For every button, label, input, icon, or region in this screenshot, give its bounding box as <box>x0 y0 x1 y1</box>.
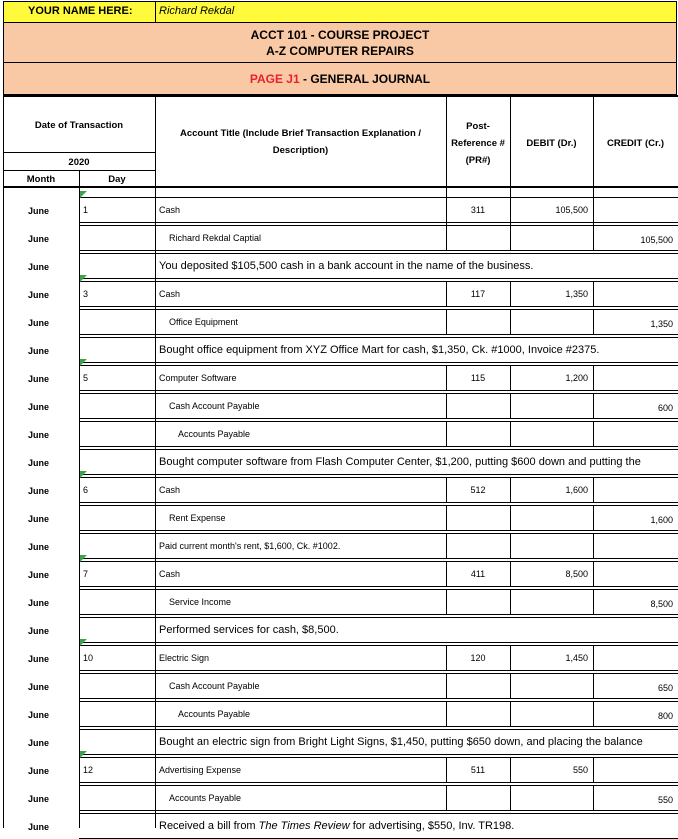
row-bottom-rule <box>79 726 678 727</box>
row-top-rule <box>79 589 678 590</box>
comment-marker <box>80 471 87 478</box>
account-title-cell[interactable]: Service Income <box>169 597 232 607</box>
month-header: Month <box>26 174 56 185</box>
page-title <box>3 72 677 86</box>
row-div-debit <box>510 505 511 530</box>
account-title-cell[interactable]: Paid current month's rent, $1,600, Ck. #1002. <box>159 541 341 551</box>
row-div-pr <box>446 225 447 250</box>
row-div-pr <box>446 393 447 418</box>
comment-marker <box>80 639 87 646</box>
row-bottom-rule <box>79 782 678 783</box>
month-cell[interactable]: June <box>28 822 50 832</box>
debit-header: DEBIT (Dr.) <box>526 138 577 149</box>
row-top-rule <box>79 309 678 310</box>
account-title-cell[interactable]: Cash Account Payable <box>169 401 260 411</box>
row-div-credit <box>593 533 594 558</box>
row-top-rule <box>79 225 678 226</box>
comment-marker <box>80 751 87 758</box>
account-title-cell[interactable]: Accounts Payable <box>169 793 242 803</box>
row-top-rule <box>79 701 678 702</box>
row-div-pr <box>446 701 447 726</box>
day-header: Day <box>108 174 126 185</box>
row-top-rule <box>79 449 678 450</box>
row-top-rule <box>79 729 678 730</box>
account-title-cell[interactable]: Electric Sign <box>159 653 210 663</box>
credit-header: CREDIT (Cr.) <box>607 138 664 149</box>
row-div-credit <box>593 365 594 390</box>
pr-cell[interactable]: 115 <box>470 373 486 383</box>
month-cell[interactable]: June <box>28 458 50 468</box>
month-cell[interactable]: June <box>28 738 50 748</box>
date-header-rule <box>3 152 155 153</box>
row-bottom-rule <box>79 558 678 559</box>
row-div-debit <box>510 309 511 334</box>
month-cell[interactable]: June <box>28 542 50 552</box>
day-cell[interactable]: 5 <box>83 373 89 383</box>
account-title-cell[interactable]: Accounts Payable <box>178 429 251 439</box>
pr-header-line3: (PR#) <box>465 155 491 166</box>
row-div-debit <box>510 673 511 698</box>
pr-cell[interactable]: 511 <box>470 765 486 775</box>
name-value[interactable]: Richard Rekdal <box>159 5 235 17</box>
row-div-debit <box>510 421 511 446</box>
row-div-pr <box>446 589 447 614</box>
day-cell[interactable]: 6 <box>83 485 89 495</box>
account-title-cell[interactable]: Cash <box>159 569 181 579</box>
debit-cell[interactable]: 550 <box>572 765 588 775</box>
day-cell[interactable]: 12 <box>83 765 94 775</box>
row-div-debit <box>510 785 511 810</box>
account-title-cell[interactable]: Cash <box>159 205 181 215</box>
credit-cell[interactable]: 105,500 <box>640 235 673 245</box>
pr-cell[interactable]: 311 <box>470 205 486 215</box>
transaction-description[interactable]: Performed services for cash, $8,500. <box>159 624 339 636</box>
page-title-text: - GENERAL JOURNAL <box>299 72 431 86</box>
account-title-cell[interactable]: Cash Account Payable <box>169 681 260 691</box>
debit-cell[interactable]: 1,600 <box>565 485 588 495</box>
month-cell[interactable]: June <box>28 234 50 244</box>
month-cell[interactable]: June <box>28 626 50 636</box>
row-div-debit <box>510 225 511 250</box>
comment-marker <box>80 555 87 562</box>
month-cell[interactable]: June <box>28 206 50 216</box>
debit-cell[interactable]: 8,500 <box>565 569 588 579</box>
row-top-rule <box>79 421 678 422</box>
pr-header-line2: Reference # <box>451 138 505 149</box>
day-cell[interactable]: 7 <box>83 569 89 579</box>
row-top-rule <box>79 281 678 282</box>
row-top-rule <box>79 393 678 394</box>
row-bottom-rule <box>79 642 678 643</box>
transaction-description[interactable]: Bought computer software from Flash Computer Center, $1,200, putting $600 down and putting the <box>159 456 641 468</box>
credit-cell[interactable]: 650 <box>657 683 673 693</box>
col-div-account <box>155 95 156 828</box>
row-top-rule <box>79 673 678 674</box>
credit-cell[interactable]: 550 <box>657 795 673 805</box>
row-div-credit <box>593 477 594 502</box>
row-bottom-rule <box>79 810 678 811</box>
comment-marker <box>80 191 87 198</box>
page-number: PAGE J1 <box>249 72 300 86</box>
row-top-rule <box>79 645 678 646</box>
row-bottom-rule <box>79 278 678 279</box>
row-div-pr <box>446 309 447 334</box>
transaction-description[interactable] <box>159 820 514 832</box>
row-div-pr <box>446 785 447 810</box>
row-div-pr <box>446 673 447 698</box>
row-div-credit <box>593 645 594 670</box>
row-top-rule <box>79 757 678 758</box>
row-top-rule <box>79 617 678 618</box>
name-divider <box>155 1 156 23</box>
row-top-rule <box>79 477 678 478</box>
month-cell[interactable]: June <box>28 598 50 608</box>
debit-cell[interactable]: 1,200 <box>565 373 588 383</box>
pr-cell[interactable]: 120 <box>470 653 486 663</box>
row-top-rule <box>79 505 678 506</box>
description-text: for advertising, $550, Inv. TR198. <box>349 820 515 832</box>
name-label: YOUR NAME HERE: <box>28 5 133 17</box>
row-bottom-rule <box>79 390 678 391</box>
debit-cell[interactable]: 1,450 <box>565 653 588 663</box>
row-bottom-rule <box>79 698 678 699</box>
row-div-pr <box>446 505 447 530</box>
row-div-credit <box>593 561 594 586</box>
debit-cell[interactable]: 105,500 <box>555 205 588 215</box>
account-header-line2: Description) <box>272 145 329 156</box>
row-bottom-rule <box>79 586 678 587</box>
row-div-credit <box>593 281 594 306</box>
credit-cell[interactable]: 800 <box>657 711 673 721</box>
description-text: Received a bill from <box>159 820 259 832</box>
month-cell[interactable]: June <box>28 318 50 328</box>
month-cell[interactable]: June <box>28 682 50 692</box>
comment-marker <box>80 359 87 366</box>
row-top-rule <box>79 365 678 366</box>
credit-cell[interactable]: 1,600 <box>650 515 673 525</box>
row-bottom-rule <box>79 362 678 363</box>
month-cell[interactable]: June <box>28 570 50 580</box>
left-border <box>3 95 4 828</box>
pr-header-line1: Post- <box>466 121 490 132</box>
day-cell[interactable]: 3 <box>83 289 89 299</box>
comment-marker <box>80 275 87 282</box>
row-top-rule <box>79 785 678 786</box>
row-div-credit <box>593 197 594 222</box>
row-top-rule <box>79 197 678 198</box>
month-cell[interactable]: June <box>28 654 50 664</box>
row-bottom-rule <box>79 334 678 335</box>
row-bottom-rule <box>79 530 678 531</box>
day-cell[interactable]: 1 <box>83 205 89 215</box>
row-top-rule <box>79 561 678 562</box>
row-bottom-rule <box>79 614 678 615</box>
month-cell[interactable]: June <box>28 346 50 356</box>
company-title: A-Z COMPUTER REPAIRS <box>266 44 414 58</box>
transaction-description[interactable]: Bought an electric sign from Bright Light Signs, $1,450, putting $650 down, and placing the balance <box>159 736 643 748</box>
row-div-debit <box>510 589 511 614</box>
row-div-credit <box>593 757 594 782</box>
debit-cell[interactable]: 1,350 <box>565 289 588 299</box>
month-cell[interactable]: June <box>28 290 50 300</box>
month-cell[interactable]: June <box>28 402 50 412</box>
row-div-debit <box>510 701 511 726</box>
month-cell[interactable]: June <box>28 766 50 776</box>
row-bottom-rule <box>79 418 678 419</box>
pr-cell[interactable]: 411 <box>470 569 486 579</box>
date-header: Date of Transaction <box>34 120 124 131</box>
row-bottom-rule <box>79 502 678 503</box>
credit-cell[interactable]: 600 <box>657 403 673 413</box>
account-header-line1: Account Title (Include Brief Transaction Explanation / <box>179 128 422 139</box>
month-cell[interactable]: June <box>28 430 50 440</box>
course-title: ACCT 101 - COURSE PROJECT <box>250 28 430 42</box>
day-cell[interactable]: 10 <box>83 653 94 663</box>
row-bottom-rule <box>79 446 678 447</box>
row-top-rule <box>79 253 678 254</box>
month-cell[interactable]: June <box>28 374 50 384</box>
row-top-rule <box>79 533 678 534</box>
account-title-cell[interactable]: Richard Rekdal Captial <box>169 233 262 243</box>
account-title-cell[interactable]: Cash <box>159 289 181 299</box>
transaction-description[interactable]: Bought office equipment from XYZ Office Mart for cash, $1,350, Ck. #1000, Invoice #2375. <box>159 344 600 356</box>
row-bottom-rule <box>79 306 678 307</box>
row-div-debit <box>510 393 511 418</box>
credit-cell[interactable]: 1,350 <box>650 319 673 329</box>
row-div-pr <box>446 421 447 446</box>
row-bottom-rule <box>79 474 678 475</box>
pr-cell[interactable]: 117 <box>470 289 486 299</box>
row-bottom-rule <box>79 250 678 251</box>
credit-cell[interactable]: 8,500 <box>650 599 673 609</box>
header-bottom-rule <box>3 186 678 188</box>
month-cell[interactable]: June <box>28 262 50 272</box>
account-title-cell[interactable]: Office Equipment <box>169 317 238 327</box>
month-cell[interactable]: June <box>28 486 50 496</box>
year-header: 2020 <box>68 157 90 168</box>
row-bottom-rule <box>79 754 678 755</box>
row-div-debit <box>510 533 511 558</box>
row-top-rule <box>79 813 678 814</box>
account-title-cell[interactable]: Rent Expense <box>169 513 226 523</box>
account-title-cell[interactable]: Cash <box>159 485 181 495</box>
row-div-credit <box>593 421 594 446</box>
month-cell[interactable]: June <box>28 794 50 804</box>
header-top-rule <box>3 95 678 97</box>
row-bottom-rule <box>79 670 678 671</box>
month-cell[interactable]: June <box>28 514 50 524</box>
pr-cell[interactable]: 512 <box>470 485 486 495</box>
account-title-cell[interactable]: Computer Software <box>159 373 237 383</box>
row-bottom-rule <box>79 222 678 223</box>
month-cell[interactable]: June <box>28 710 50 720</box>
account-title-cell[interactable]: Accounts Payable <box>178 709 251 719</box>
row-div-pr <box>446 533 447 558</box>
publication-name: The Times Review <box>258 820 350 832</box>
row-top-rule <box>79 337 678 338</box>
transaction-description[interactable]: You deposited $105,500 cash in a bank account in the name of the business. <box>159 260 534 272</box>
account-title-cell[interactable]: Advertising Expense <box>159 765 242 775</box>
